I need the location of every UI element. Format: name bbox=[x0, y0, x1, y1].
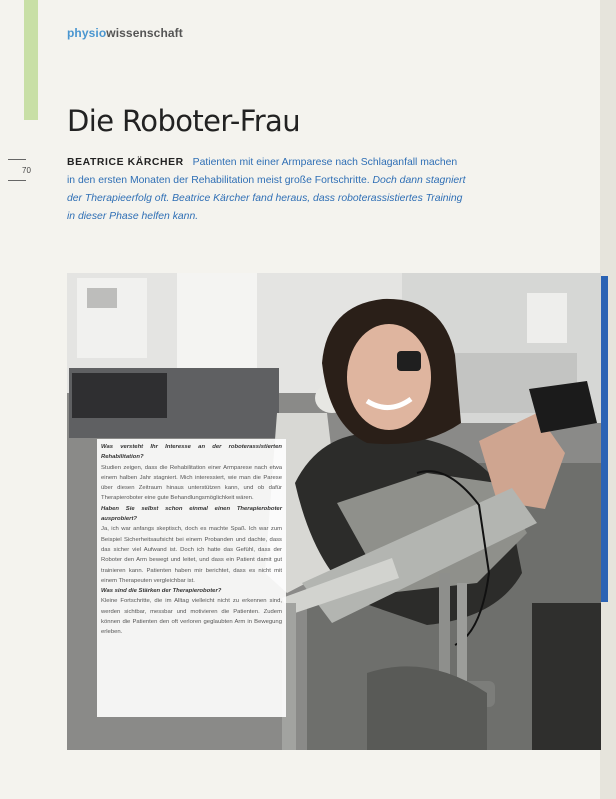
author-name: BEATRICE KÄRCHER bbox=[67, 157, 184, 168]
interview-question: Was versteht Ihr Interesse an der roboterassistierten Rehabilitation? bbox=[101, 444, 282, 461]
section-label: physiowissenschaft bbox=[67, 26, 183, 40]
article-headline: Die Roboter-Frau bbox=[67, 104, 300, 138]
article-intro bbox=[67, 154, 467, 226]
interview-question: Haben Sie selbst schon einmal einen Therapieroboter ausprobiert? bbox=[101, 505, 282, 523]
intro-text: Patienten mit einer Armparese nach Schlaganfall machen in den ersten Monaten der Rehabilitation meist große Fortschritte. bbox=[67, 157, 458, 186]
page-number: 70 bbox=[22, 166, 31, 175]
interview-answer: Ja, ich war anfangs skeptisch, doch es machte Spaß. Ich war zum Beispiel Sicherheitsaufsicht bei einem Probanden und dachte, dass das sicher viel Aufwand ist. Doch ich hatte das Gefühl, dass der Roboter den Arm bewegt und leitet, und dass ein Patient damit gut trainieren kann. Patienten haben mir berichtet, dass es nicht mit einem Therapeuten vergleichbar ist. bbox=[101, 526, 282, 584]
color-strip bbox=[24, 0, 38, 120]
interview-answer: Kleine Fortschritte, die im Alltag vielleicht nicht zu erkennen sind, werden sichtbar, messbar und motivieren die Patienten. Zudem können die Patienten den oft verloren geglaubten Arm in Bewegung erleben. bbox=[101, 598, 282, 636]
interview-box bbox=[97, 439, 286, 717]
intro-text-italic: Doch dann stagniert der Therapieerfolg oft. Beatrice Kärcher fand heraus, dass roboterassistiertes Training in dieser Phase helfen kann. bbox=[67, 175, 466, 222]
margin-rule bbox=[8, 159, 26, 160]
interview-question: Was sind die Stärken der Therapieroboter? bbox=[101, 588, 222, 595]
interview-answer: Studien zeigen, dass die Rehabilitation einer Armparese nach etwa einem halben Jahr stagniert. Mich interessiert, wie man die Parese über diesen Zeitraum hinaus unterstützen kann, und ob dafür Therapieroboter eine gute Behandlungsmöglichkeit wären. bbox=[101, 464, 282, 502]
margin-rule bbox=[8, 180, 26, 181]
